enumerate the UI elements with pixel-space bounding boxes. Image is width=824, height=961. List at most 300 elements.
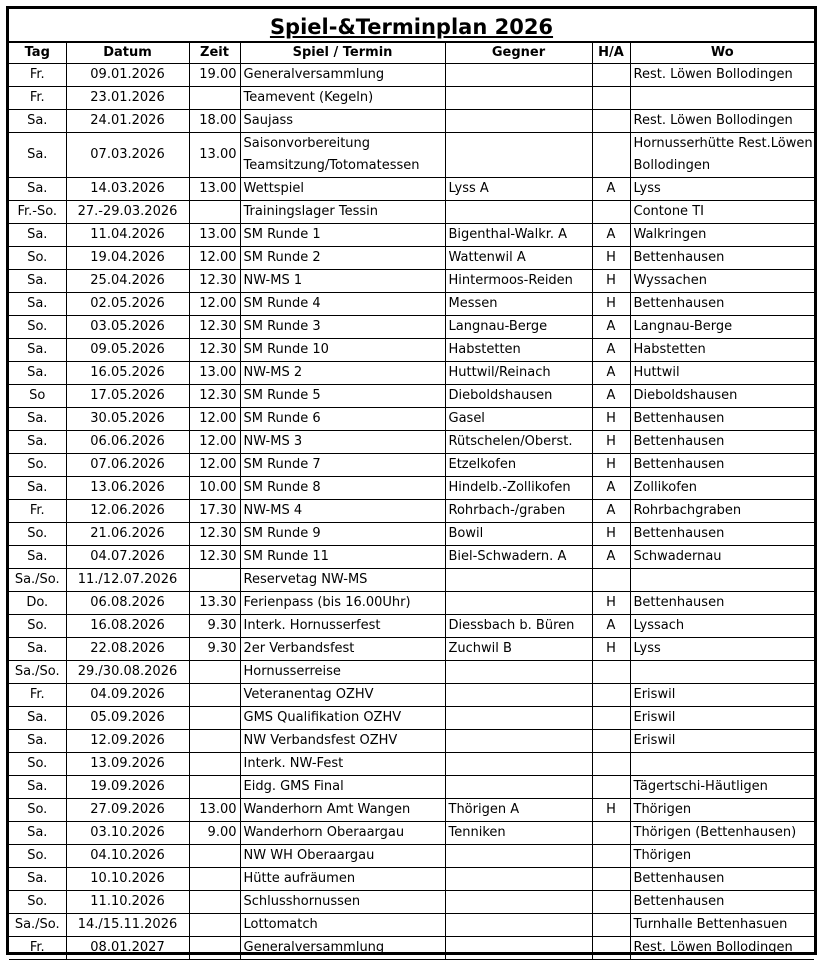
- cell-ha: H: [592, 293, 630, 316]
- cell-gegner: [445, 891, 592, 914]
- cell-tag: Sa./So.: [9, 661, 66, 684]
- cell-tag: Fr.-So.: [9, 201, 66, 224]
- cell-ha: [592, 133, 630, 178]
- cell-gegner: [445, 64, 592, 87]
- table-row: [9, 730, 814, 753]
- cell-spiel: Interk. Hornusserfest: [240, 615, 445, 638]
- cell-spiel: Wanderhorn Oberaargau: [240, 822, 445, 845]
- cell-tag: So.: [9, 799, 66, 822]
- cell-gegner: Habstetten: [445, 339, 592, 362]
- table-row: [9, 362, 814, 385]
- cell-spiel: SM Runde 5: [240, 385, 445, 408]
- cell-datum: 14./15.11.2026: [66, 914, 189, 937]
- cell-gegner: [445, 730, 592, 753]
- cell-tag: Fr.: [9, 64, 66, 87]
- cell-gegner: Tenniken: [445, 822, 592, 845]
- cell-zeit: 12.30: [189, 316, 240, 339]
- cell-zeit: [189, 914, 240, 937]
- cell-zeit: 9.30: [189, 615, 240, 638]
- cell-gegner: [445, 914, 592, 937]
- cell-ha: H: [592, 592, 630, 615]
- cell-spiel: SM Runde 10: [240, 339, 445, 362]
- cell-datum: 16.05.2026: [66, 362, 189, 385]
- cell-datum: 07.03.2026: [66, 133, 189, 178]
- cell-wo: [630, 133, 814, 178]
- cell-gegner: [445, 592, 592, 615]
- cell-wo: Bettenhausen: [630, 891, 814, 914]
- cell-zeit: 12.00: [189, 454, 240, 477]
- cell-gegner: Diessbach b. Büren: [445, 615, 592, 638]
- cell-ha: H: [592, 270, 630, 293]
- cell-datum: 07.06.2026: [66, 454, 189, 477]
- cell-gegner: Rohrbach-/graben: [445, 500, 592, 523]
- table-row: [9, 178, 814, 201]
- cell-wo: Bettenhausen: [630, 408, 814, 431]
- cell-gegner: Messen: [445, 293, 592, 316]
- cell-datum: 09.01.2026: [66, 64, 189, 87]
- cell-spiel: Teamevent (Kegeln): [240, 87, 445, 110]
- table-row: [9, 339, 814, 362]
- cell-wo: Lyss: [630, 638, 814, 661]
- cell-tag: So.: [9, 845, 66, 868]
- page-title: Spiel-&Terminplan 2026: [9, 9, 814, 43]
- cell-datum: 29./30.08.2026: [66, 661, 189, 684]
- cell-tag: So: [9, 385, 66, 408]
- cell-wo: Lyss: [630, 178, 814, 201]
- cell-spiel: NW WH Oberaargau: [240, 845, 445, 868]
- cell-datum: 04.10.2026: [66, 845, 189, 868]
- cell-gegner: [445, 569, 592, 592]
- cell-zeit: 13.30: [189, 592, 240, 615]
- header-tag: Tag: [9, 43, 66, 64]
- cell-ha: H: [592, 454, 630, 477]
- cell-wo: Bettenhausen: [630, 293, 814, 316]
- cell-tag: Sa./So.: [9, 569, 66, 592]
- header-zeit: Zeit: [189, 43, 240, 64]
- cell-datum: 14.03.2026: [66, 178, 189, 201]
- cell-gegner: Thörigen A: [445, 799, 592, 822]
- cell-zeit: 13.00: [189, 133, 240, 178]
- cell-datum: 03.05.2026: [66, 316, 189, 339]
- cell-zeit: 9.30: [189, 638, 240, 661]
- cell-wo: [630, 569, 814, 592]
- table-row: [9, 822, 814, 845]
- cell-tag: Sa.: [9, 431, 66, 454]
- cell-datum: 30.05.2026: [66, 408, 189, 431]
- cell-wo: Bettenhausen: [630, 868, 814, 891]
- cell-spiel: 2er Verbandsfest: [240, 638, 445, 661]
- cell-datum: 03.10.2026: [66, 822, 189, 845]
- table-row: [9, 937, 814, 960]
- cell-datum: 13.06.2026: [66, 477, 189, 500]
- cell-ha: [592, 753, 630, 776]
- cell-wo: [630, 87, 814, 110]
- table-row: [9, 110, 814, 133]
- cell-datum: 11.04.2026: [66, 224, 189, 247]
- cell-datum: 21.06.2026: [66, 523, 189, 546]
- cell-spiel: NW-MS 4: [240, 500, 445, 523]
- cell-tag: So.: [9, 454, 66, 477]
- table-row: [9, 845, 814, 868]
- cell-tag: Sa.: [9, 638, 66, 661]
- cell-spiel: SM Runde 3: [240, 316, 445, 339]
- cell-gegner: Lyss A: [445, 178, 592, 201]
- cell-ha: A: [592, 178, 630, 201]
- table-row: [9, 753, 814, 776]
- cell-spiel: SM Runde 4: [240, 293, 445, 316]
- table-row: [9, 316, 814, 339]
- cell-gegner: [445, 684, 592, 707]
- table-row: [9, 477, 814, 500]
- cell-zeit: [189, 937, 240, 960]
- cell-gegner: [445, 845, 592, 868]
- cell-zeit: [189, 707, 240, 730]
- cell-ha: [592, 707, 630, 730]
- cell-wo: Zollikofen: [630, 477, 814, 500]
- table-row: [9, 87, 814, 110]
- cell-gegner: Langnau-Berge: [445, 316, 592, 339]
- cell-datum: 23.01.2026: [66, 87, 189, 110]
- cell-ha: A: [592, 362, 630, 385]
- cell-datum: 27.09.2026: [66, 799, 189, 822]
- table-row: [9, 500, 814, 523]
- cell-zeit: 13.00: [189, 224, 240, 247]
- cell-zeit: [189, 845, 240, 868]
- cell-wo: Habstetten: [630, 339, 814, 362]
- header-wo: Wo: [630, 43, 814, 64]
- cell-wo: Eriswil: [630, 684, 814, 707]
- table-row: [9, 523, 814, 546]
- cell-ha: [592, 914, 630, 937]
- cell-ha: [592, 684, 630, 707]
- cell-wo: Bettenhausen: [630, 454, 814, 477]
- cell-wo: [630, 753, 814, 776]
- cell-datum: 11./12.07.2026: [66, 569, 189, 592]
- table-row: [9, 408, 814, 431]
- cell-tag: Sa.: [9, 546, 66, 569]
- cell-gegner: Rütschelen/Oberst.: [445, 431, 592, 454]
- cell-tag: Sa.: [9, 270, 66, 293]
- cell-wo: Eriswil: [630, 730, 814, 753]
- cell-gegner: Etzelkofen: [445, 454, 592, 477]
- cell-tag: Fr.: [9, 87, 66, 110]
- cell-wo-line2: Bollodingen: [633, 158, 711, 173]
- cell-wo: Schwadernau: [630, 546, 814, 569]
- cell-gegner: [445, 133, 592, 178]
- cell-tag: Sa.: [9, 133, 66, 178]
- cell-spiel: Saujass: [240, 110, 445, 133]
- cell-gegner: Bigenthal-Walkr. A: [445, 224, 592, 247]
- table-row: [9, 638, 814, 661]
- cell-tag: So.: [9, 316, 66, 339]
- cell-wo: Rest. Löwen Bollodingen: [630, 937, 814, 960]
- cell-tag: Sa.: [9, 408, 66, 431]
- cell-wo: Bettenhausen: [630, 523, 814, 546]
- cell-datum: 04.09.2026: [66, 684, 189, 707]
- cell-spiel: Interk. NW-Fest: [240, 753, 445, 776]
- cell-wo: Huttwil: [630, 362, 814, 385]
- cell-spiel: NW-MS 2: [240, 362, 445, 385]
- cell-tag: Sa.: [9, 776, 66, 799]
- table-row: [9, 569, 814, 592]
- cell-ha: A: [592, 224, 630, 247]
- cell-zeit: 12.00: [189, 408, 240, 431]
- cell-gegner: Hindelb.-Zollikofen: [445, 477, 592, 500]
- cell-zeit: [189, 753, 240, 776]
- cell-spiel: NW Verbandsfest OZHV: [240, 730, 445, 753]
- cell-datum: 11.10.2026: [66, 891, 189, 914]
- cell-zeit: 12.00: [189, 431, 240, 454]
- cell-ha: [592, 776, 630, 799]
- cell-zeit: 9.00: [189, 822, 240, 845]
- table-row: [9, 133, 814, 178]
- cell-zeit: [189, 730, 240, 753]
- cell-tag: So.: [9, 615, 66, 638]
- cell-wo: Eriswil: [630, 707, 814, 730]
- cell-wo: Bettenhausen: [630, 592, 814, 615]
- cell-spiel: SM Runde 8: [240, 477, 445, 500]
- cell-tag: So.: [9, 247, 66, 270]
- cell-tag: So.: [9, 891, 66, 914]
- cell-wo: Rest. Löwen Bollodingen: [630, 64, 814, 87]
- cell-ha: H: [592, 799, 630, 822]
- cell-ha: [592, 868, 630, 891]
- cell-tag: So.: [9, 523, 66, 546]
- cell-spiel: SM Runde 2: [240, 247, 445, 270]
- cell-ha: [592, 64, 630, 87]
- table-row: [9, 684, 814, 707]
- cell-datum: 19.09.2026: [66, 776, 189, 799]
- cell-spiel: SM Runde 1: [240, 224, 445, 247]
- cell-wo: Lyssach: [630, 615, 814, 638]
- cell-datum: 22.08.2026: [66, 638, 189, 661]
- cell-spiel-line2: Teamsitzung/Totomatessen: [243, 158, 420, 173]
- cell-wo: Thörigen: [630, 845, 814, 868]
- cell-gegner: Huttwil/Reinach: [445, 362, 592, 385]
- cell-spiel: Schlusshornussen: [240, 891, 445, 914]
- cell-ha: A: [592, 546, 630, 569]
- cell-wo-line1: Hornusserhütte Rest.Löwen: [633, 136, 813, 151]
- cell-wo: Thörigen (Bettenhausen): [630, 822, 814, 845]
- cell-spiel: SM Runde 6: [240, 408, 445, 431]
- cell-datum: 17.05.2026: [66, 385, 189, 408]
- cell-zeit: [189, 891, 240, 914]
- cell-zeit: 12.30: [189, 523, 240, 546]
- cell-spiel: Lottomatch: [240, 914, 445, 937]
- cell-ha: H: [592, 247, 630, 270]
- cell-gegner: [445, 707, 592, 730]
- cell-wo: Walkringen: [630, 224, 814, 247]
- cell-spiel: Reservetag NW-MS: [240, 569, 445, 592]
- cell-gegner: Biel-Schwadern. A: [445, 546, 592, 569]
- cell-ha: [592, 730, 630, 753]
- schedule-sheet: [6, 6, 817, 955]
- cell-spiel: Generalversammlung: [240, 64, 445, 87]
- cell-spiel: SM Runde 7: [240, 454, 445, 477]
- cell-zeit: 12.30: [189, 270, 240, 293]
- cell-wo: Bettenhausen: [630, 431, 814, 454]
- cell-spiel: Hütte aufräumen: [240, 868, 445, 891]
- cell-tag: Do.: [9, 592, 66, 615]
- table-row: [9, 64, 814, 87]
- cell-ha: A: [592, 500, 630, 523]
- cell-zeit: [189, 776, 240, 799]
- table-row: [9, 201, 814, 224]
- cell-datum: 12.09.2026: [66, 730, 189, 753]
- header-row: [9, 43, 814, 64]
- cell-wo: Rohrbachgraben: [630, 500, 814, 523]
- cell-zeit: 12.00: [189, 247, 240, 270]
- cell-wo: Wyssachen: [630, 270, 814, 293]
- cell-spiel: Wanderhorn Amt Wangen: [240, 799, 445, 822]
- cell-datum: 04.07.2026: [66, 546, 189, 569]
- table-row: [9, 270, 814, 293]
- cell-zeit: [189, 569, 240, 592]
- cell-tag: Sa.: [9, 178, 66, 201]
- cell-spiel: [240, 133, 445, 178]
- cell-spiel: NW-MS 3: [240, 431, 445, 454]
- cell-tag: Sa.: [9, 110, 66, 133]
- table-row: [9, 454, 814, 477]
- cell-tag: Sa.: [9, 339, 66, 362]
- schedule-body: [9, 64, 814, 960]
- cell-ha: [592, 845, 630, 868]
- cell-ha: H: [592, 523, 630, 546]
- cell-ha: A: [592, 477, 630, 500]
- cell-datum: 19.04.2026: [66, 247, 189, 270]
- table-row: [9, 385, 814, 408]
- cell-datum: 16.08.2026: [66, 615, 189, 638]
- cell-gegner: [445, 201, 592, 224]
- cell-zeit: 17.30: [189, 500, 240, 523]
- cell-spiel: Eidg. GMS Final: [240, 776, 445, 799]
- cell-spiel: Veteranentag OZHV: [240, 684, 445, 707]
- cell-spiel: Trainingslager Tessin: [240, 201, 445, 224]
- header-datum: Datum: [66, 43, 189, 64]
- cell-tag: Sa.: [9, 730, 66, 753]
- cell-wo: Tägertschi-Häutligen: [630, 776, 814, 799]
- cell-zeit: [189, 684, 240, 707]
- table-row: [9, 914, 814, 937]
- cell-ha: A: [592, 385, 630, 408]
- cell-zeit: 18.00: [189, 110, 240, 133]
- cell-tag: Sa.: [9, 362, 66, 385]
- cell-tag: Sa.: [9, 477, 66, 500]
- cell-spiel: NW-MS 1: [240, 270, 445, 293]
- cell-wo: Contone TI: [630, 201, 814, 224]
- cell-gegner: [445, 753, 592, 776]
- cell-tag: Sa./So.: [9, 914, 66, 937]
- cell-wo: Dieboldshausen: [630, 385, 814, 408]
- cell-spiel: Ferienpass (bis 16.00Uhr): [240, 592, 445, 615]
- table-row: [9, 799, 814, 822]
- cell-gegner: Wattenwil A: [445, 247, 592, 270]
- cell-gegner: Bowil: [445, 523, 592, 546]
- cell-datum: 24.01.2026: [66, 110, 189, 133]
- cell-ha: A: [592, 316, 630, 339]
- cell-zeit: [189, 87, 240, 110]
- cell-zeit: 12.00: [189, 293, 240, 316]
- cell-zeit: 13.00: [189, 362, 240, 385]
- cell-spiel: Generalversammlung: [240, 937, 445, 960]
- cell-datum: 08.01.2027: [66, 937, 189, 960]
- table-row: [9, 615, 814, 638]
- cell-tag: Sa.: [9, 707, 66, 730]
- cell-zeit: 19.00: [189, 64, 240, 87]
- cell-tag: Sa.: [9, 868, 66, 891]
- cell-ha: A: [592, 339, 630, 362]
- cell-ha: A: [592, 615, 630, 638]
- table-row: [9, 247, 814, 270]
- table-row: [9, 293, 814, 316]
- cell-datum: 25.04.2026: [66, 270, 189, 293]
- cell-zeit: 13.00: [189, 799, 240, 822]
- cell-tag: Fr.: [9, 937, 66, 960]
- cell-spiel: GMS Qualifikation OZHV: [240, 707, 445, 730]
- cell-ha: [592, 937, 630, 960]
- cell-ha: H: [592, 638, 630, 661]
- table-row: [9, 891, 814, 914]
- cell-ha: [592, 110, 630, 133]
- cell-ha: [592, 822, 630, 845]
- cell-spiel: Hornusserreise: [240, 661, 445, 684]
- cell-gegner: Dieboldshausen: [445, 385, 592, 408]
- cell-ha: [592, 87, 630, 110]
- cell-tag: Fr.: [9, 684, 66, 707]
- cell-ha: [592, 569, 630, 592]
- cell-datum: 06.08.2026: [66, 592, 189, 615]
- cell-wo: Bettenhausen: [630, 247, 814, 270]
- cell-zeit: 12.30: [189, 385, 240, 408]
- cell-gegner: [445, 661, 592, 684]
- cell-datum: 13.09.2026: [66, 753, 189, 776]
- cell-ha: [592, 201, 630, 224]
- cell-tag: Fr.: [9, 500, 66, 523]
- cell-zeit: 12.30: [189, 546, 240, 569]
- cell-spiel-line1: Saisonvorbereitung: [243, 136, 371, 151]
- cell-ha: H: [592, 431, 630, 454]
- cell-datum: 02.05.2026: [66, 293, 189, 316]
- cell-gegner: Zuchwil B: [445, 638, 592, 661]
- cell-gegner: [445, 776, 592, 799]
- cell-wo: Rest. Löwen Bollodingen: [630, 110, 814, 133]
- header-spiel: Spiel / Termin: [240, 43, 445, 64]
- cell-zeit: 13.00: [189, 178, 240, 201]
- cell-spiel: SM Runde 9: [240, 523, 445, 546]
- cell-gegner: Hintermoos-Reiden: [445, 270, 592, 293]
- cell-gegner: [445, 87, 592, 110]
- table-row: [9, 707, 814, 730]
- cell-datum: 10.10.2026: [66, 868, 189, 891]
- cell-gegner: [445, 868, 592, 891]
- cell-tag: Sa.: [9, 822, 66, 845]
- table-row: [9, 224, 814, 247]
- header-ha: H/A: [592, 43, 630, 64]
- cell-zeit: [189, 868, 240, 891]
- cell-ha: [592, 661, 630, 684]
- table-row: [9, 776, 814, 799]
- cell-spiel: SM Runde 11: [240, 546, 445, 569]
- cell-tag: Sa.: [9, 293, 66, 316]
- cell-gegner: [445, 937, 592, 960]
- cell-datum: 27.-29.03.2026: [66, 201, 189, 224]
- cell-datum: 05.09.2026: [66, 707, 189, 730]
- table-row: [9, 661, 814, 684]
- cell-zeit: [189, 201, 240, 224]
- cell-gegner: [445, 110, 592, 133]
- cell-gegner: Gasel: [445, 408, 592, 431]
- cell-zeit: 10.00: [189, 477, 240, 500]
